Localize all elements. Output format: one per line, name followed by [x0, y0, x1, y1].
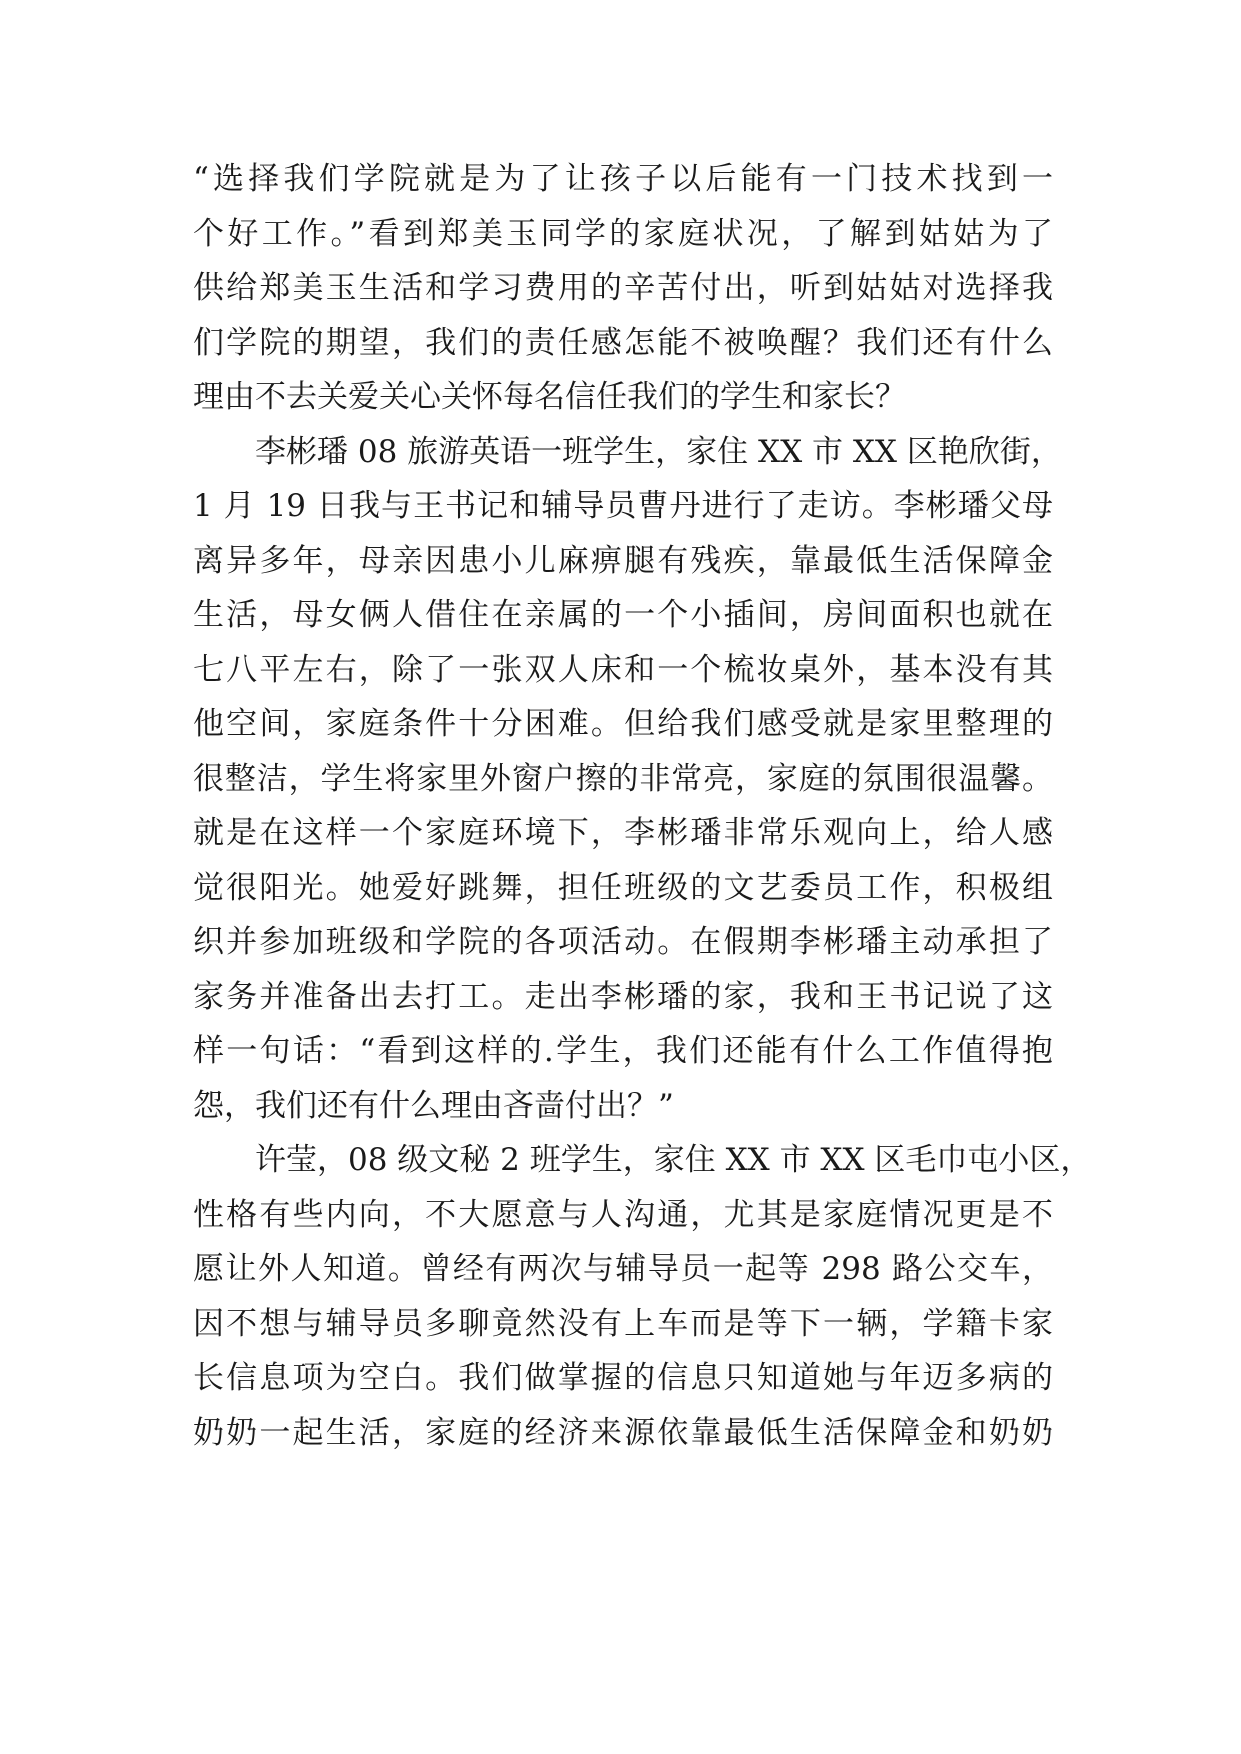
text-line: 奶奶一起生活，家庭的经济来源依靠最低生活保障金和奶奶	[193, 1414, 1053, 1451]
text-line: 李彬璠 08 旅游英语一班学生，家住 XX 市 XX 区艳欣街，	[255, 433, 1062, 470]
text-line: 就是在这样一个家庭环境下，李彬璠非常乐观向上，给人感	[193, 815, 1053, 851]
text-line: 很整洁，学生将家里外窗户擦的非常亮，家庭的氛围很温馨。	[193, 760, 1053, 797]
text-line: 1 月 19 日我与王书记和辅导员曹丹进行了走访。李彬璠父母	[193, 488, 1053, 524]
text-line: 个好工作。”看到郑美玉同学的家庭状况，了解到姑姑为了	[193, 215, 1053, 252]
text-line: 觉很阳光。她爱好跳舞，担任班级的文艺委员工作，积极组	[193, 869, 1053, 906]
text-line: 离异多年，母亲因患小儿麻痹腿有残疾，靠最低生活保障金	[193, 542, 1053, 579]
paragraph-3	[193, 1133, 1092, 1460]
text-line: “选择我们学院就是为了让孩子以后能有一门技术找到一	[193, 161, 1053, 197]
text-line: 织并参加班级和学院的各项活动。在假期李彬璠主动承担了	[193, 924, 1053, 960]
text-line: 他空间，家庭条件十分困难。但给我们感受就是家里整理的	[193, 706, 1053, 742]
text-line: 七八平左右，除了一张双人床和一个梳妆桌外，基本没有其	[193, 651, 1053, 688]
text-line: 因不想与辅导员多聊竟然没有上车而是等下一辆，学籍卡家	[193, 1305, 1053, 1342]
text-line: 怨，我们还有什么理由吝啬付出？”	[193, 1087, 674, 1124]
text-line: 们学院的期望，我们的责任感怎能不被唤醒？我们还有什么	[193, 324, 1053, 361]
text-line: 愿让外人知道。曾经有两次与辅导员一起等 298 路公交车，	[193, 1251, 1053, 1287]
text-line: 性格有些内向，不大愿意与人沟通，尤其是家庭情况更是不	[193, 1196, 1053, 1233]
document-body	[193, 152, 1092, 1460]
text-line: 生活，母女俩人借住在亲属的一个小插间，房间面积也就在	[193, 597, 1053, 633]
text-line: 家务并准备出去打工。走出李彬璠的家，我和王书记说了这	[193, 978, 1053, 1015]
text-line: 长信息项为空白。我们做掌握的信息只知道她与年迈多病的	[193, 1360, 1053, 1396]
text-line: 理由不去关爱关心关怀每名信任我们的学生和家长？	[193, 379, 906, 415]
text-line: 样一句话：“看到这样的.学生，我们还能有什么工作值得抱	[193, 1033, 1053, 1069]
text-line: 许莹，08 级文秘 2 班学生，家住 XX 市 XX 区毛巾屯小区，	[255, 1142, 1092, 1178]
text-line: 供给郑美玉生活和学习费用的辛苦付出，听到姑姑对选择我	[193, 270, 1053, 306]
paragraph-1	[193, 152, 1053, 425]
paragraph-2	[193, 425, 1062, 1134]
